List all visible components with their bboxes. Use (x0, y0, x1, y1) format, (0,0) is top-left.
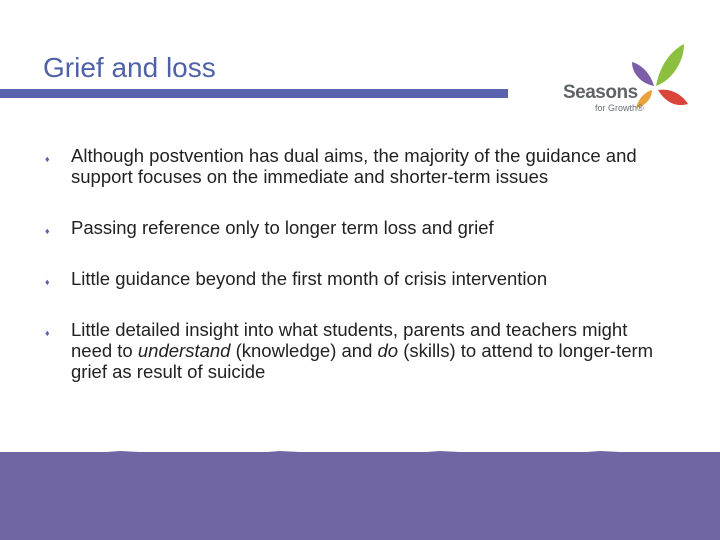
bullet-text-middle: (knowledge) and (230, 340, 378, 361)
bullet-marker-icon: ♦ (45, 154, 50, 164)
bullet-item (44, 268, 664, 289)
logo-tagline: for Growth® (595, 103, 644, 113)
bullet-text-end: (skills) to attend to longer-term grief as result of suicide (71, 340, 654, 382)
bullet-marker-icon: ♦ (45, 226, 50, 236)
title-underline (0, 89, 508, 98)
bullet-text: Little guidance beyond the first month of crisis intervention (71, 268, 548, 289)
footer-band (0, 452, 720, 540)
red-leaf (658, 90, 688, 105)
bullet-item (44, 145, 664, 187)
bullet-list (44, 145, 664, 382)
bullet-marker-icon: ♦ (45, 277, 50, 287)
emphasis-do: do (377, 340, 399, 361)
bullet-item (44, 319, 664, 382)
slide-title: Grief and loss (43, 52, 216, 83)
bullet-marker-icon: ♦ (45, 328, 50, 338)
bullet-text: Passing reference only to longer term loss and grief (71, 217, 494, 238)
seasons-for-growth-logo (560, 42, 700, 120)
bullet-text: Little detailed insight into what students, parents and teachers might need to (71, 319, 628, 361)
green-leaf (656, 44, 684, 86)
logo-wordmark: Seasons (563, 82, 638, 103)
bullet-item (44, 217, 664, 238)
bullet-text: Although postvention has dual aims, the majority of the guidance and support focuses on the immediate and shorter-term issues (71, 145, 637, 187)
emphasis-understand: understand (137, 340, 231, 361)
